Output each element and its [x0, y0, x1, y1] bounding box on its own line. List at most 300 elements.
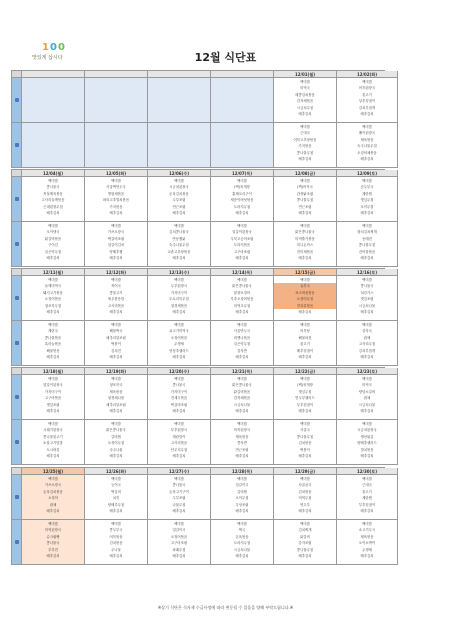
- menu-item: 배추김치: [46, 554, 60, 559]
- menu-item: 청포묵무침: [44, 303, 62, 308]
- lunch-icon: [15, 197, 19, 201]
- day-header: 12/15(금): [274, 269, 337, 276]
- menu-cell: [22, 222, 85, 267]
- menu-item: 동태전: [362, 236, 372, 241]
- menu-item: 김치콩나물국: [169, 230, 189, 235]
- menu-item: 무생채: [174, 342, 184, 347]
- menu-item: 부추겉절이: [296, 402, 314, 407]
- menu-item: 배추김치: [235, 310, 249, 315]
- menu-cell: [211, 222, 274, 267]
- menu-item: 떡볶이: [111, 342, 121, 347]
- menu-cell: [85, 321, 148, 366]
- menu-item: 백미밥: [48, 522, 58, 526]
- menu-item: 콩나물무침: [296, 547, 314, 552]
- menu-cell: [211, 177, 274, 222]
- menu-item: 백미밥: [48, 278, 58, 282]
- day-header: [148, 71, 211, 78]
- day-header: 12/18(월): [22, 368, 85, 375]
- menu-item: 얼갈이김치: [107, 243, 125, 248]
- menu-item: 깻잎무침: [298, 389, 312, 394]
- menu-item: 김치찌개: [298, 528, 312, 533]
- menu-item: 맑은콩나물국: [106, 428, 126, 433]
- menu-item: 콩나물국: [172, 483, 186, 488]
- menu-item: 고구마볶음: [44, 396, 62, 401]
- menu-cell: [148, 375, 211, 420]
- lunch-label: [12, 375, 22, 420]
- menu-item: 백미밥: [237, 323, 247, 327]
- logo-digit: 1: [42, 42, 50, 53]
- menu-item: 얼갈이국: [235, 483, 249, 488]
- menu-item: 꽈리고추멸치볶음: [102, 198, 130, 203]
- week-corner: [12, 269, 22, 276]
- dinner-icon: [15, 143, 19, 147]
- menu-item: 배추김치: [360, 355, 374, 360]
- menu-item: 떡볶이: [300, 447, 310, 452]
- menu-item: 배추김치: [109, 454, 123, 459]
- menu-cell: [85, 276, 148, 321]
- day-header: 12/01(월): [274, 71, 337, 78]
- logo-digit: 0: [49, 42, 58, 53]
- menu-cell: [211, 78, 274, 123]
- lunch-label: [12, 475, 22, 520]
- menu-item: 고사리무침: [358, 342, 376, 347]
- menu-item: 배추김치: [235, 256, 249, 261]
- menu-item: 숙주나물무침: [357, 144, 377, 149]
- menu-cell: [148, 475, 211, 520]
- menu-item: 두부조림: [172, 496, 186, 501]
- menu-item: 새송이버섯볶음: [230, 198, 254, 203]
- menu-item: 백미밥: [111, 278, 121, 282]
- menu-item: 두부된장국: [170, 284, 188, 289]
- dinner-icon: [15, 242, 19, 246]
- menu-item: 제육볶음: [360, 534, 374, 539]
- day-header: 12/22(금): [274, 368, 337, 375]
- menu-item: 백미밥: [237, 224, 247, 228]
- menu-item: 치킨: [112, 496, 120, 501]
- day-header: 12/19(화): [85, 368, 148, 375]
- menu-item: 백미밥: [174, 422, 184, 426]
- menu-item: 배추김치: [46, 310, 60, 315]
- week-corner: [12, 71, 22, 78]
- menu-item: 어묵탕: [300, 329, 310, 334]
- day-header: 12/04(월): [22, 170, 85, 177]
- menu-item: 쇠고기미역국: [169, 329, 189, 334]
- menu-item: 배추김치: [360, 409, 374, 414]
- day-header: [85, 71, 148, 78]
- menu-item: 콩나물무침: [296, 150, 314, 155]
- menu-item: 청포묵국: [109, 383, 123, 388]
- menu-cell: [274, 222, 337, 267]
- menu-item: 백미밥: [362, 278, 372, 282]
- menu-item: 백미밥: [300, 179, 310, 183]
- menu-item: 배추김치: [109, 554, 123, 559]
- menu-item: 양배추무침: [107, 502, 125, 507]
- menu-item: 콩나물무침: [296, 434, 314, 439]
- menu-item: 백미밥: [237, 422, 247, 426]
- menu-item: 해물파전: [298, 335, 312, 340]
- menu-item: 콩나물무침: [296, 198, 314, 203]
- menu-item: 배추겉절이: [296, 348, 314, 353]
- menu-item: 도라지볶음: [233, 243, 251, 248]
- menu-item: 돼지고기볶음: [43, 290, 63, 295]
- menu-cell: [22, 123, 85, 168]
- menu-item: 배추김치: [109, 409, 123, 414]
- menu-item: 떡갈비: [111, 489, 121, 494]
- menu-item: 맑은콩나물국: [232, 284, 252, 289]
- menu-item: 오징어무침: [107, 441, 125, 446]
- menu-cell: [22, 420, 85, 465]
- day-header: 12/12(화): [85, 269, 148, 276]
- menu-item: 백미밥: [237, 522, 247, 526]
- menu-item: 배추김치: [109, 310, 123, 315]
- menu-item: 어묵된장국: [233, 428, 251, 433]
- menu-item: 유부국: [274, 283, 336, 289]
- menu-item: 백미밥: [300, 224, 310, 228]
- menu-cell: [85, 222, 148, 267]
- lunch-label: [12, 276, 22, 321]
- menu-item: 배추김치: [109, 256, 123, 261]
- menu-cell: [148, 520, 211, 565]
- menu-item: 배추김치: [172, 454, 186, 459]
- menu-item: 숙주나물무침: [169, 243, 189, 248]
- menu-item: 배추김치: [298, 454, 312, 459]
- menu-item: 콩두부국: [109, 528, 123, 533]
- menu-item: 가자미구이: [44, 389, 62, 394]
- menu-item: 계란말이: [172, 434, 186, 439]
- menu-item: 백미밥: [237, 278, 247, 282]
- menu-item: 김치볶음: [109, 541, 123, 546]
- menu-item: 시금치나물: [233, 547, 251, 552]
- menu-item: 백미밥: [362, 323, 372, 327]
- menu-item: 배추김치: [235, 509, 249, 514]
- dinner-icon: [15, 540, 19, 544]
- menu-item: 해물볶음: [46, 348, 60, 353]
- menu-item: 시래기된장국: [43, 428, 63, 433]
- menu-item: 어묵볶음: [109, 534, 123, 539]
- day-header: 12/20(수): [148, 368, 211, 375]
- menu-item: 백미밥: [362, 179, 372, 183]
- menu-item: 배추김치: [172, 409, 186, 414]
- menu-item: 배추김치: [235, 409, 249, 414]
- menu-item: 제육볶음: [360, 137, 374, 142]
- menu-item: 김치부침개: [358, 105, 376, 110]
- menu-item: 가자미구이: [170, 290, 188, 295]
- menu-item: 감자채볶음: [296, 99, 314, 104]
- menu-item: 근대된장무침: [43, 204, 63, 209]
- logo-text: 맛있게 삽시다: [32, 55, 63, 61]
- menu-item: 시금치된장국: [357, 428, 377, 433]
- menu-item: 오이무침: [360, 204, 374, 209]
- menu-item: 우엉조림: [235, 502, 249, 507]
- menu-item: 백미밥: [237, 179, 247, 183]
- menu-item: 순두부국: [360, 185, 374, 190]
- menu-item: 닭갈비볶음: [44, 236, 62, 241]
- menu-cell: [274, 375, 337, 420]
- menu-item: 오징어: [48, 496, 58, 501]
- menu-cell: [22, 475, 85, 520]
- menu-item: 건새우볶음: [170, 396, 188, 401]
- menu-item: 고사리볶음: [170, 441, 188, 446]
- menu-item: 어묵된장국: [358, 86, 376, 91]
- menu-item: 매콤김치볶음: [295, 92, 315, 97]
- menu-item: 백미밥: [237, 477, 247, 481]
- dinner-label: [12, 321, 22, 366]
- menu-item: 배추김치: [172, 211, 186, 216]
- menu-item: 배추김치: [298, 310, 312, 315]
- menu-cell: [148, 276, 211, 321]
- lunch-icon: [15, 495, 19, 499]
- menu-cell: [274, 276, 337, 321]
- menu-item: 부추오징어볶음: [230, 297, 254, 302]
- menu-item: 감자조림: [298, 541, 312, 546]
- day-header: 12/13(수): [148, 269, 211, 276]
- menu-item: 콩나물국: [360, 284, 374, 289]
- menu-item: 감자채볶음: [233, 396, 251, 401]
- menu-item: 깻잎조림: [360, 297, 374, 302]
- logo-digit: 0: [57, 42, 66, 53]
- menu-item: 갈비찜: [111, 434, 121, 439]
- menu-item: 고사리들깨볶음: [41, 198, 65, 203]
- menu-cell: [337, 123, 398, 168]
- menu-item: 배추김치: [46, 509, 60, 514]
- day-header: 12/07(목): [211, 170, 274, 177]
- menu-item: 배추김치: [298, 112, 312, 117]
- menu-item: 멸치볶음: [360, 447, 374, 452]
- menu-cell: [274, 475, 337, 520]
- day-header: [22, 71, 85, 78]
- menu-item: 치킨가스: [360, 290, 374, 295]
- menu-cell: [85, 520, 148, 565]
- menu-item: 떡갈비조림: [170, 402, 188, 407]
- menu-item: 김치전: [111, 348, 121, 353]
- menu-item: 김자반: [237, 348, 247, 353]
- menu-item: 배추김치: [109, 509, 123, 514]
- menu-item: 오징어볶음: [44, 297, 62, 302]
- menu-item: 돈육김치볶음: [43, 489, 63, 494]
- day-header: [211, 71, 274, 78]
- menu-item: 오징어볶음: [170, 534, 188, 539]
- menu-cell: [337, 276, 398, 321]
- menu-item: 건어물볶음: [358, 249, 376, 254]
- menu-item: 오징어볶음: [170, 335, 188, 340]
- menu-item: 배추김치: [46, 355, 60, 360]
- menu-item: 백미밥: [362, 477, 372, 481]
- menu-item: 배추김치: [46, 211, 60, 216]
- day-header: 12/25(월): [22, 468, 85, 475]
- menu-item: 안동찜닭: [172, 236, 186, 241]
- menu-item: 들깨미역국: [44, 284, 62, 289]
- menu-item: 소고기무국: [358, 528, 376, 533]
- menu-item: 떡갈비조림: [107, 236, 125, 241]
- menu-cell: [337, 222, 398, 267]
- menu-item: 배추김치: [298, 256, 312, 261]
- menu-item: 김치부침개: [358, 348, 376, 353]
- menu-item: 잡채: [363, 396, 371, 401]
- menu-cell: [85, 375, 148, 420]
- menu-cell: [274, 321, 337, 366]
- menu-item: 팽이된장국: [358, 131, 376, 136]
- menu-item: 제육볶음: [235, 434, 249, 439]
- menu-item: 비엔나볶음: [233, 335, 251, 340]
- menu-item: 견과류볶음: [274, 303, 336, 309]
- menu-item: 연근조림: [298, 204, 312, 209]
- menu-item: 배추김치: [360, 554, 374, 559]
- menu-item: 백미밥: [362, 80, 372, 84]
- menu-item: 김치볶음: [298, 441, 312, 446]
- menu-cell: [211, 123, 274, 168]
- menu-item: 미역된장국: [44, 528, 62, 533]
- menu-item: 계란국: [48, 329, 58, 334]
- menu-cell: [22, 177, 85, 222]
- menu-cell: [85, 420, 148, 465]
- day-header: 12/02(화): [337, 71, 398, 78]
- menu-item: 명엽채볶음: [107, 191, 125, 196]
- menu-item: 미역초무침: [233, 303, 251, 308]
- menu-item: 미역국: [300, 86, 310, 91]
- page-title: 12월 식단표: [194, 51, 257, 64]
- week-block: [11, 268, 385, 366]
- menu-item: 시금치나물: [358, 402, 376, 407]
- week-corner: [12, 468, 22, 475]
- menu-item: 무생채: [362, 547, 372, 552]
- menu-item: 단무지무침: [170, 447, 188, 452]
- menu-item: 배추김치: [298, 554, 312, 559]
- menu-item: 백미밥: [48, 179, 58, 183]
- lunch-icon: [15, 98, 19, 102]
- menu-item: 연근조림: [235, 447, 249, 452]
- menu-item: 맑은콩나물국: [295, 230, 315, 235]
- menu-item: 돈육고기구이: [169, 489, 189, 494]
- menu-cell: [337, 420, 398, 465]
- menu-item: 닭갈비볶음: [233, 389, 251, 394]
- menu-cell: [85, 123, 148, 168]
- menu-cell: [337, 78, 398, 123]
- menu-item: 훈제오리구이: [232, 191, 252, 196]
- footer-note: ※상기 식단은 식자재 수급사정에 따라 변동될 수 있음을 양해 부탁드립니다.※: [157, 605, 294, 610]
- week-block: [11, 467, 385, 565]
- menu-item: 배추김치: [298, 211, 312, 216]
- menu-cell: [211, 375, 274, 420]
- menu-item: 배추김치: [172, 509, 186, 514]
- menu-item: 백미밥: [48, 377, 58, 381]
- menu-item: 해물떡국: [109, 329, 123, 334]
- menu-item: 배추김치: [46, 409, 60, 414]
- menu-item: 불고기: [362, 92, 372, 97]
- lunch-icon: [15, 395, 19, 399]
- menu-item: 배추김치: [298, 355, 312, 360]
- menu-item: 콩불고기: [109, 290, 123, 295]
- dinner-label: [12, 222, 22, 267]
- menu-item: 미역줄기볶음: [295, 236, 315, 241]
- menu-cell: [148, 177, 211, 222]
- menu-item: 시금치된장국: [169, 185, 189, 190]
- menu-item: 계란찜: [362, 496, 372, 501]
- menu-item: (백)육개장: [234, 185, 250, 190]
- menu-item: 흑마늘볶음: [44, 342, 62, 347]
- menu-item: 감자국: [362, 329, 372, 334]
- menu-item: 얼갈이된장국: [43, 383, 63, 388]
- lunch-label: [12, 78, 22, 123]
- menu-item: 백미밥: [362, 422, 372, 426]
- menu-item: 콩나물국: [172, 383, 186, 388]
- menu-item: (백)육개장: [297, 383, 313, 388]
- menu-cell: [85, 177, 148, 222]
- menu-item: 가지볶음: [298, 144, 312, 149]
- menu-item: 참치김치찌개: [357, 230, 377, 235]
- menu-cell: [211, 520, 274, 565]
- menu-item: 시금치나물: [358, 303, 376, 308]
- menu-cell: [85, 475, 148, 520]
- menu-item: 콩나물국: [46, 185, 60, 190]
- menu-item: 배추김치: [235, 554, 249, 559]
- dinner-label: [12, 420, 22, 465]
- menu-item: 백미밥: [237, 377, 247, 381]
- menu-item: 백미밥: [300, 125, 310, 129]
- menu-item: 백미밥: [48, 477, 58, 481]
- menu-item: 콩나물무침: [358, 243, 376, 248]
- menu-cell: [22, 276, 85, 321]
- menu-item: 배추김치: [109, 211, 123, 216]
- menu-item: 제육볶음: [109, 389, 123, 394]
- menu-item: 무나물: [111, 547, 121, 552]
- menu-item: 양배추샐러드: [357, 441, 377, 446]
- menu-item: 사골만두국: [233, 329, 251, 334]
- menu-item: 구이김: [48, 243, 58, 248]
- menu-item: 배추김치: [298, 509, 312, 514]
- menu-cell: [337, 177, 398, 222]
- menu-item: 깻잎무침: [360, 198, 374, 203]
- day-header: 12/09(토): [337, 170, 398, 177]
- menu-item: 근대국: [300, 131, 310, 136]
- menu-item: 배추김치: [46, 454, 60, 459]
- menu-item: 잡채: [363, 335, 371, 340]
- menu-item: 가쓰오장국: [44, 483, 62, 488]
- menu-item: 고구마조림: [170, 541, 188, 546]
- menu-item: 갈비찜: [237, 489, 247, 494]
- menu-cell: [211, 321, 274, 366]
- menu-item: 양배추찜: [109, 249, 123, 254]
- menu-item: 파래무침: [172, 547, 186, 552]
- menu-item: 숙주나물: [109, 447, 123, 452]
- menu-item: 백미밥: [362, 224, 372, 228]
- week-corner: [12, 170, 22, 177]
- menu-cell: [148, 123, 211, 168]
- menu-item: 진미채볶음: [296, 249, 314, 254]
- menu-cell: [337, 475, 398, 520]
- menu-item: 사골곰국: [298, 483, 312, 488]
- week-block: [11, 169, 385, 267]
- menu-cell: [211, 475, 274, 520]
- menu-item: 백미밥: [174, 278, 184, 282]
- menu-item: 부추전: [48, 547, 58, 552]
- menu-item: 콩나물국: [46, 541, 60, 546]
- menu-item: 오이소박이: [358, 541, 376, 546]
- menu-item: 부추겉절이: [358, 502, 376, 507]
- menu-item: 배추김치: [360, 157, 374, 162]
- menu-cell: [22, 321, 85, 366]
- menu-item: 오이냉국: [46, 230, 60, 235]
- day-header: 12/05(화): [85, 170, 148, 177]
- menu-item: 불고기: [300, 342, 310, 347]
- menu-item: 미역무침: [298, 496, 312, 501]
- menu-item: 연근조림: [172, 204, 186, 209]
- menu-item: 콩나물불고기: [43, 434, 63, 439]
- menu-item: 배추김치: [235, 454, 249, 459]
- menu-item: 근대국: [362, 483, 372, 488]
- menu-cell: [211, 420, 274, 465]
- menu-cell: [274, 78, 337, 123]
- menu-item: 미니돈까스: [296, 243, 314, 248]
